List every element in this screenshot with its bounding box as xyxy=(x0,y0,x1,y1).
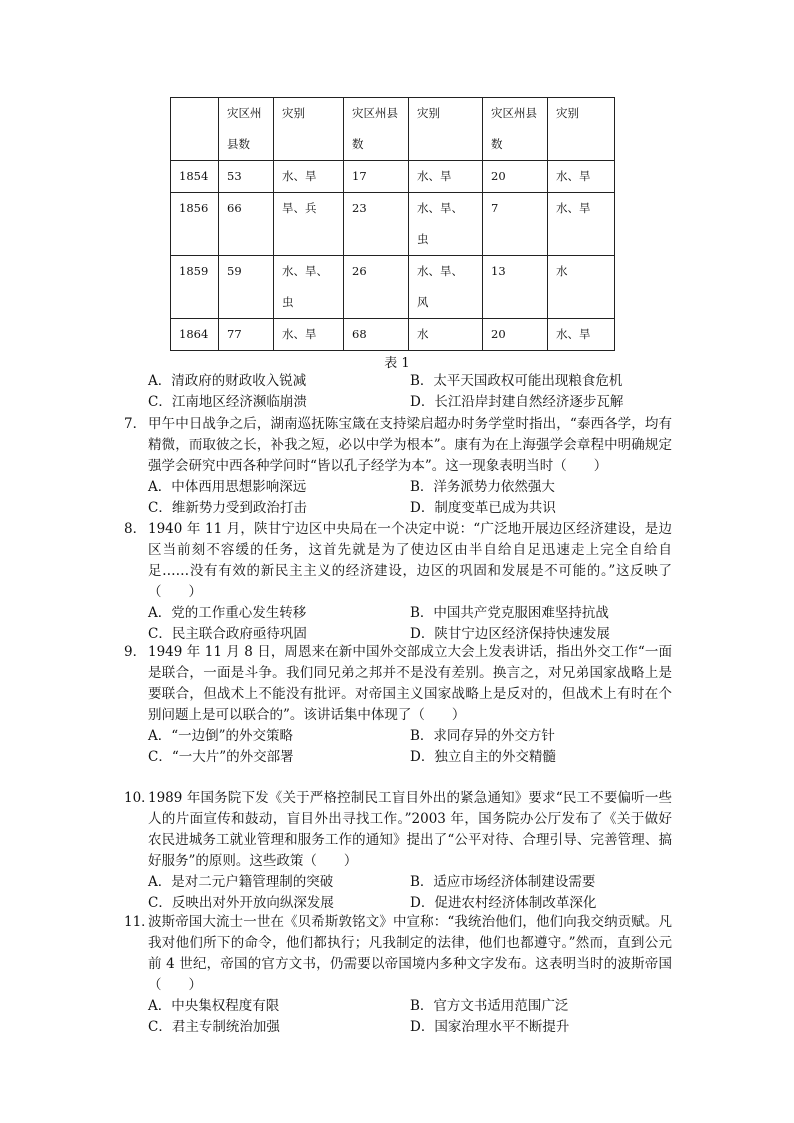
option-c[interactable]: C．君主专制统治加强 xyxy=(148,1019,280,1035)
stem-text: 波斯帝国大流士一世在《贝希斯敦铭文》中宣称：“我统治他们，他们向我交纳贡赋。凡我对他们所下的命令，他们都执行；凡我制定的法律，他们也都遵守。”然而，直到公元前 4 世纪，帝国的官方文书，仍需要以帝国境内多种文字发布。这表明当时的波斯帝国（ ） xyxy=(148,914,672,993)
table-cell: 66 xyxy=(219,193,274,256)
table-cell: 13 xyxy=(483,256,548,319)
question-stem xyxy=(124,788,672,872)
table-cell: 水、旱 xyxy=(409,161,483,193)
table-cell: 20 xyxy=(483,161,548,193)
option-d[interactable]: D．制度变革已成为共识 xyxy=(410,500,556,516)
table-cell: 灾区州县数 xyxy=(344,98,409,161)
table-row xyxy=(171,256,615,319)
table-cell: 7 xyxy=(483,193,548,256)
table-cell: 灾区州县数 xyxy=(219,98,274,161)
options xyxy=(124,477,672,519)
options xyxy=(124,872,672,914)
table-cell: 17 xyxy=(344,161,409,193)
question-stem xyxy=(124,642,672,726)
table-cell: 1854 xyxy=(171,161,219,193)
disaster-table xyxy=(170,97,615,351)
table-cell: 1864 xyxy=(171,319,219,351)
table-cell: 20 xyxy=(483,319,548,351)
option-c[interactable]: C．反映出对外开放向纵深发展 xyxy=(148,895,334,911)
stem-text: 甲午中日战争之后，湖南巡抚陈宝箴在支持梁启超办时务学堂时指出，“泰西各学，均有精微，而取彼之长，补我之短，必以中学为根本”。康有为在上海强学会章程中明确规定强学会研究中西各种学问时“皆以孔子经学为本”。这一现象表明当时（ ） xyxy=(148,416,672,474)
table-cell: 68 xyxy=(344,319,409,351)
option-d[interactable]: D．促进农村经济体制改革深化 xyxy=(410,895,597,911)
options xyxy=(124,371,672,413)
table-cell: 水、旱 xyxy=(548,319,615,351)
table-cell: 23 xyxy=(344,193,409,256)
table-cell: 水、旱、虫 xyxy=(274,256,344,319)
question-stem xyxy=(124,519,672,603)
question-stem xyxy=(124,414,672,477)
option-b[interactable]: B．适应市场经济体制建设需要 xyxy=(410,874,596,890)
option-b[interactable]: B．洋务派势力依然强大 xyxy=(410,479,555,495)
question-8 xyxy=(124,519,672,645)
question-7 xyxy=(124,414,672,519)
options xyxy=(124,996,672,1038)
table-cell: 水、旱、虫 xyxy=(409,193,483,256)
question-10 xyxy=(124,788,672,914)
table-cell: 水、旱、风 xyxy=(409,256,483,319)
question-number: 11． xyxy=(124,914,155,930)
stem-text: 1949 年 11 月 8 日，周恩来在新中国外交部成立大会上发表讲话，指出外交工作“一面是联合，一面是斗争。我们同兄弟之邦并不是没有差别。换言之，对兄弟国家战略上是要联合，但战术上不能没有批评。对帝国主义国家战略上是反对的，但战术上有时在个别问题上是可以联合的”。该讲话集中体现了（ ） xyxy=(148,644,672,723)
table-cell: 水、旱 xyxy=(274,161,344,193)
stem-text: 1940 年 11 月，陕甘宁边区中央局在一个决定中说：“广泛地开展边区经济建设，是边区当前刻不容缓的任务，这首先就是为了使边区由半自给自足迅速走上完全自给自足……没有有效的新民主主义的经济建设，边区的巩固和发展是不可能的。”这反映了（ ） xyxy=(148,521,672,600)
question-number: 9． xyxy=(124,644,147,660)
option-d[interactable]: D．国家治理水平不断提升 xyxy=(410,1019,570,1035)
options xyxy=(124,726,672,768)
stem-text: 1989 年国务院下发《关于严格控制民工盲目外出的紧急通知》要求“民工不要偏听一些人的片面宣传和鼓动，盲目外出寻找工作。”2003 年，国务院办公厅发布了《关于做好农民进城务工就业管理和服务工作的通知》提出了“公平对待、合理引导、完善管理、搞好服务”的原则。这些政策（ ） xyxy=(148,790,672,869)
table-cell: 53 xyxy=(219,161,274,193)
question-number: 10． xyxy=(124,790,155,806)
option-a[interactable]: A．中央集权程度有限 xyxy=(148,998,280,1014)
table-cell: 水、旱 xyxy=(548,193,615,256)
option-a[interactable]: A．“一边倒”的外交策略 xyxy=(148,728,294,744)
table-cell: 26 xyxy=(344,256,409,319)
table-row xyxy=(171,193,615,256)
option-a[interactable]: A．党的工作重心发生转移 xyxy=(148,605,307,621)
option-b[interactable]: B．官方文书适用范围广泛 xyxy=(410,998,569,1014)
table-cell: 1859 xyxy=(171,256,219,319)
option-d[interactable]: D．独立自主的外交精髓 xyxy=(410,749,556,765)
question-number: 8． xyxy=(124,521,147,537)
table-cell: 灾别 xyxy=(548,98,615,161)
question-11 xyxy=(124,912,672,1038)
table-cell: 灾别 xyxy=(409,98,483,161)
option-a[interactable]: A．中体西用思想影响深远 xyxy=(148,479,307,495)
option-c[interactable]: C．民主联合政府亟待巩固 xyxy=(148,626,307,642)
option-d[interactable]: D．长江沿岸封建自然经济逐步瓦解 xyxy=(410,394,624,410)
table-cell: 水 xyxy=(409,319,483,351)
option-d[interactable]: D．陕甘宁边区经济保持快速发展 xyxy=(410,626,610,642)
table-cell: 77 xyxy=(219,319,274,351)
question-9 xyxy=(124,642,672,768)
question-stem xyxy=(124,912,672,996)
table-row xyxy=(171,319,615,351)
option-c[interactable]: C．江南地区经济濒临崩溃 xyxy=(148,394,307,410)
table-cell: 59 xyxy=(219,256,274,319)
option-a[interactable]: A．是对二元户籍管理制的突破 xyxy=(148,874,334,890)
options xyxy=(124,603,672,645)
question-number: 7． xyxy=(124,416,147,432)
table-cell: 水 xyxy=(548,256,615,319)
table-row xyxy=(171,161,615,193)
table-cell: 1856 xyxy=(171,193,219,256)
option-c[interactable]: C．“一大片”的外交部署 xyxy=(148,749,294,765)
table-cell: 灾别 xyxy=(274,98,344,161)
table-cell: 水、旱 xyxy=(548,161,615,193)
table-header-row xyxy=(171,98,615,161)
table-cell: 旱、兵 xyxy=(274,193,344,256)
table-cell: 灾区州县数 xyxy=(483,98,548,161)
question-6 xyxy=(124,371,672,413)
table-cell xyxy=(171,98,219,161)
option-b[interactable]: B．太平天国政权可能出现粮食危机 xyxy=(410,373,623,389)
table-cell: 水、旱 xyxy=(274,319,344,351)
option-a[interactable]: A．清政府的财政收入锐减 xyxy=(148,373,307,389)
option-b[interactable]: B．求同存异的外交方针 xyxy=(410,728,555,744)
table-caption: 表 1 xyxy=(384,356,410,371)
option-c[interactable]: C．维新势力受到政治打击 xyxy=(148,500,307,516)
option-b[interactable]: B．中国共产党克服困难坚持抗战 xyxy=(410,605,609,621)
